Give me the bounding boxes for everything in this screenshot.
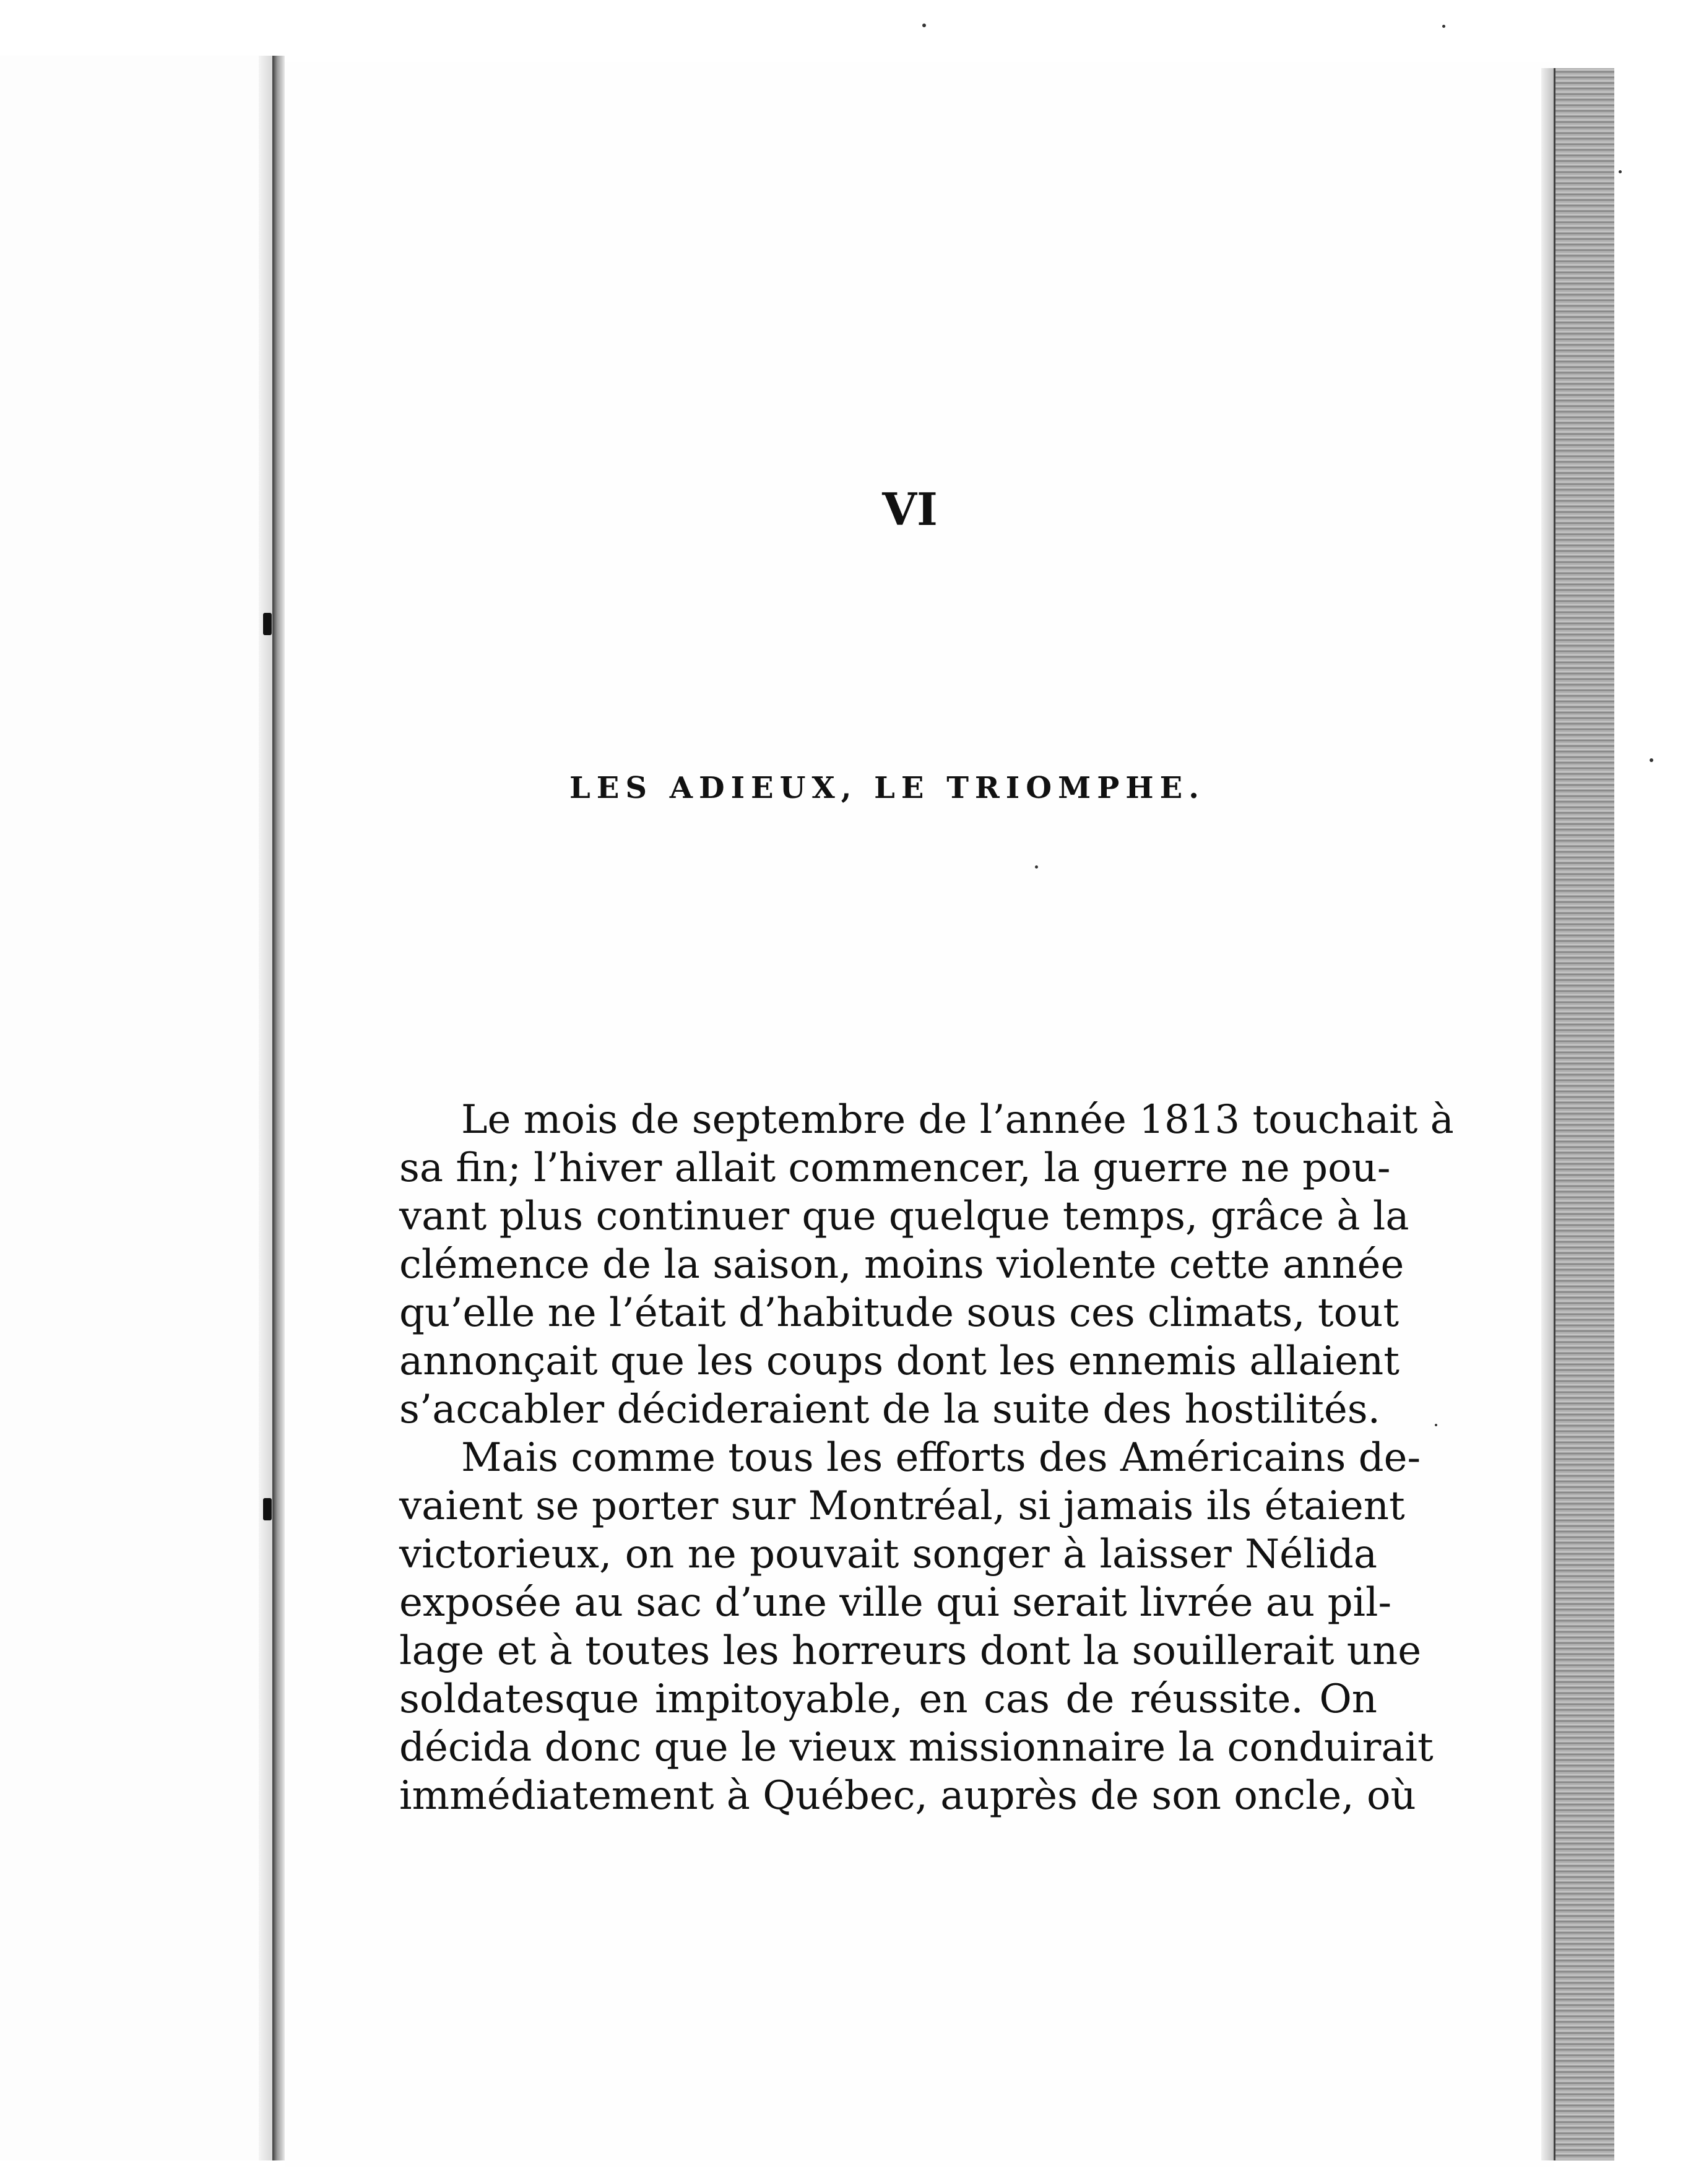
text-line: soldatesque impitoyable, en cas de réussite. On: [399, 1676, 1377, 1722]
scan-speck: [1435, 1424, 1437, 1426]
text-line: sa fin; l’hiver allait commencer, la guerre ne pou-: [399, 1145, 1391, 1191]
text-line: qu’elle ne l’était d’habitude sous ces climats, tout: [399, 1290, 1400, 1336]
scan-speck: [1442, 25, 1445, 28]
text-line: lage et à toutes les horreurs dont la souillerait une: [399, 1628, 1422, 1674]
text-line: décida donc que le vieux missionnaire la conduirait: [399, 1725, 1434, 1770]
gutter-binding-mark: [263, 613, 272, 635]
right-page-curl-shadow: [1541, 68, 1555, 2160]
text-line: annonçait que les coups dont les ennemis allaient: [399, 1338, 1400, 1384]
paragraph-1: [399, 1096, 1454, 1434]
text-line: vant plus continuer que quelque temps, grâce à la: [399, 1194, 1409, 1239]
body-text: [399, 1096, 1454, 1820]
paragraph-2: [399, 1434, 1434, 1820]
scan-speck: [1650, 758, 1653, 762]
text-line: Mais comme tous les efforts des Américains de-: [461, 1435, 1421, 1481]
text-line: exposée au sac d’une ville qui serait livrée au pil-: [399, 1580, 1392, 1626]
gutter-binding-mark: [263, 1498, 272, 1520]
left-page: [0, 56, 275, 2160]
page-block-edge: [1554, 68, 1614, 2160]
chapter-title: LES ADIEUX, LE TRIOMPHE.: [569, 771, 1205, 805]
book-gutter: [272, 56, 285, 2160]
text-line: vaient se porter sur Montréal, si jamais ils étaient: [399, 1483, 1405, 1529]
text-line: Le mois de septembre de l’année 1813 touchait à: [461, 1097, 1454, 1143]
text-line: immédiatement à Québec, auprès de son oncle, où: [399, 1773, 1416, 1819]
chapter-number: VI: [882, 483, 938, 535]
scan-speck: [1035, 865, 1038, 869]
scan-speck: [1619, 170, 1622, 173]
left-page-fold-shadow: [259, 56, 272, 2160]
text-line: s’accabler décideraient de la suite des hostilités.: [399, 1387, 1380, 1432]
scan-speck: [922, 24, 926, 27]
text-line: clémence de la saison, moins violente cette année: [399, 1242, 1404, 1288]
text-line: victorieux, on ne pouvait songer à laisser Nélida: [399, 1532, 1377, 1577]
